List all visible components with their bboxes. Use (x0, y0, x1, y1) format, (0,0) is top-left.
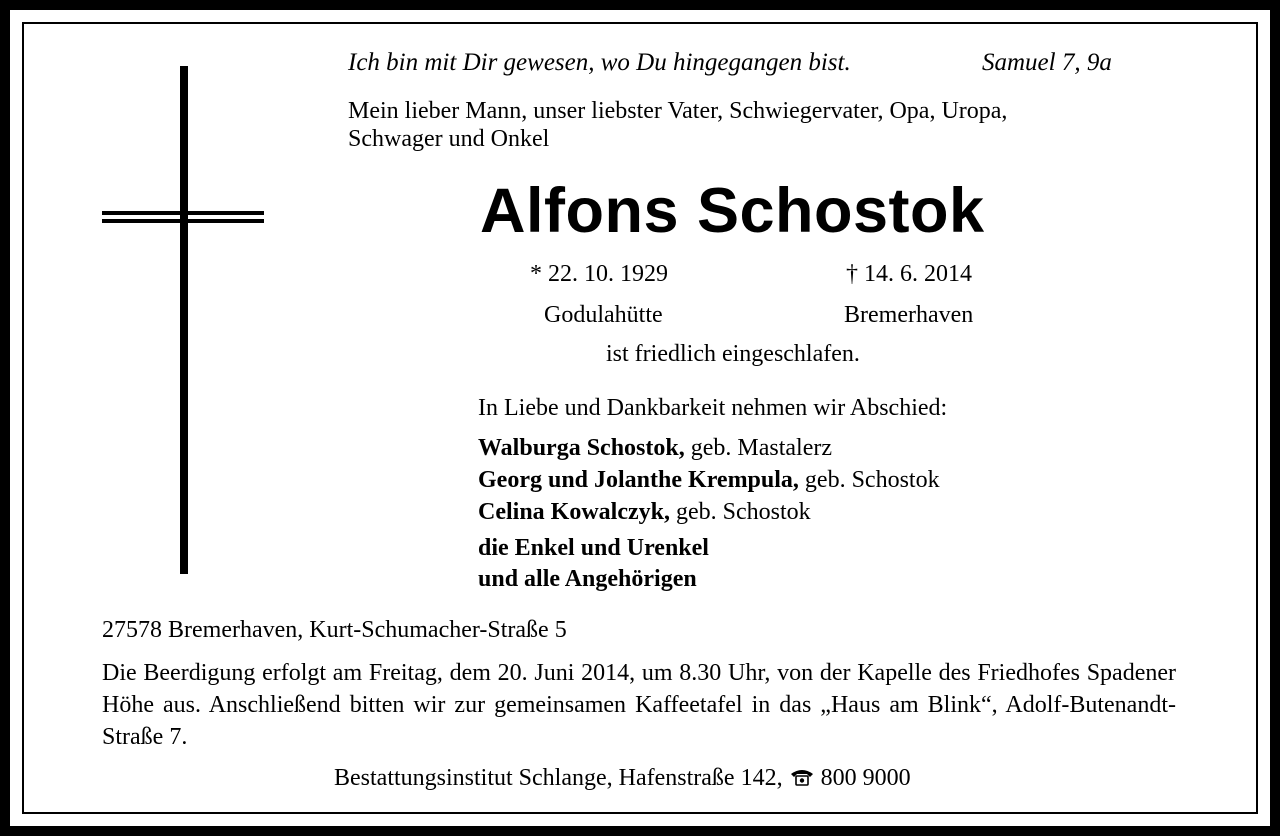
undertaker-phone: 800 9000 (820, 765, 911, 791)
mourner-name: Walburga Schostok, (478, 435, 685, 461)
family-address: 27578 Bremerhaven, Kurt-Schumacher-Straße 5 (102, 617, 567, 643)
death-date: † 14. 6. 2014 (846, 261, 972, 287)
mourner-entry (478, 468, 940, 492)
mourner-note: geb. Schostok (670, 499, 811, 525)
mourner-name: Georg und Jolanthe Krempula, (478, 467, 799, 493)
mourner-name: und alle Angehörigen (478, 566, 697, 592)
undertaker-name: Bestattungsinstitut Schlange, Hafenstraße 142, (334, 765, 783, 791)
verse-reference: Samuel 7, 9a (982, 49, 1112, 76)
mourner-entry (478, 500, 811, 524)
undertaker-line (334, 766, 911, 790)
verse-text: Ich bin mit Dir gewesen, wo Du hingegangen bist. (348, 49, 851, 76)
mourner-entry (478, 436, 832, 460)
telephone-icon (789, 765, 821, 791)
mourners-heading: In Liebe und Dankbarkeit nehmen wir Abschied: (478, 395, 948, 421)
cross-horizontal-bar-bottom (102, 219, 264, 223)
mourner-name: die Enkel und Urenkel (478, 535, 709, 561)
intro-line-2: Schwager und Onkel (348, 126, 550, 152)
cross-horizontal-bar-top (102, 211, 264, 215)
mourner-entry (478, 567, 697, 591)
death-phrase: ist friedlich eingeschlafen. (606, 341, 860, 367)
birth-place: Godulahütte (544, 302, 663, 328)
obituary-frame (10, 10, 1270, 826)
funeral-details: Die Beerdigung erfolgt am Freitag, dem 20. Juni 2014, um 8.30 Uhr, von der Kapelle des Friedhofes Spadener Höhe aus. Anschließend bitten wir zur gemeinsamen Kaffeetafel in das „Haus am Blink“, Adolf-Butenandt-Straße 7. (102, 660, 1176, 750)
cross-vertical-bar (180, 66, 188, 574)
mourner-name: Celina Kowalczyk, (478, 499, 670, 525)
deceased-name: Alfons Schostok (480, 176, 985, 246)
mourner-note: geb. Mastalerz (684, 435, 832, 461)
birth-date: * 22. 10. 1929 (530, 261, 668, 287)
death-place: Bremerhaven (844, 302, 974, 328)
mourner-entry (478, 536, 709, 560)
intro-line-1: Mein lieber Mann, unser liebster Vater, Schwiegervater, Opa, Uropa, (348, 98, 1008, 124)
mourner-note: geb. Schostok (798, 467, 940, 493)
